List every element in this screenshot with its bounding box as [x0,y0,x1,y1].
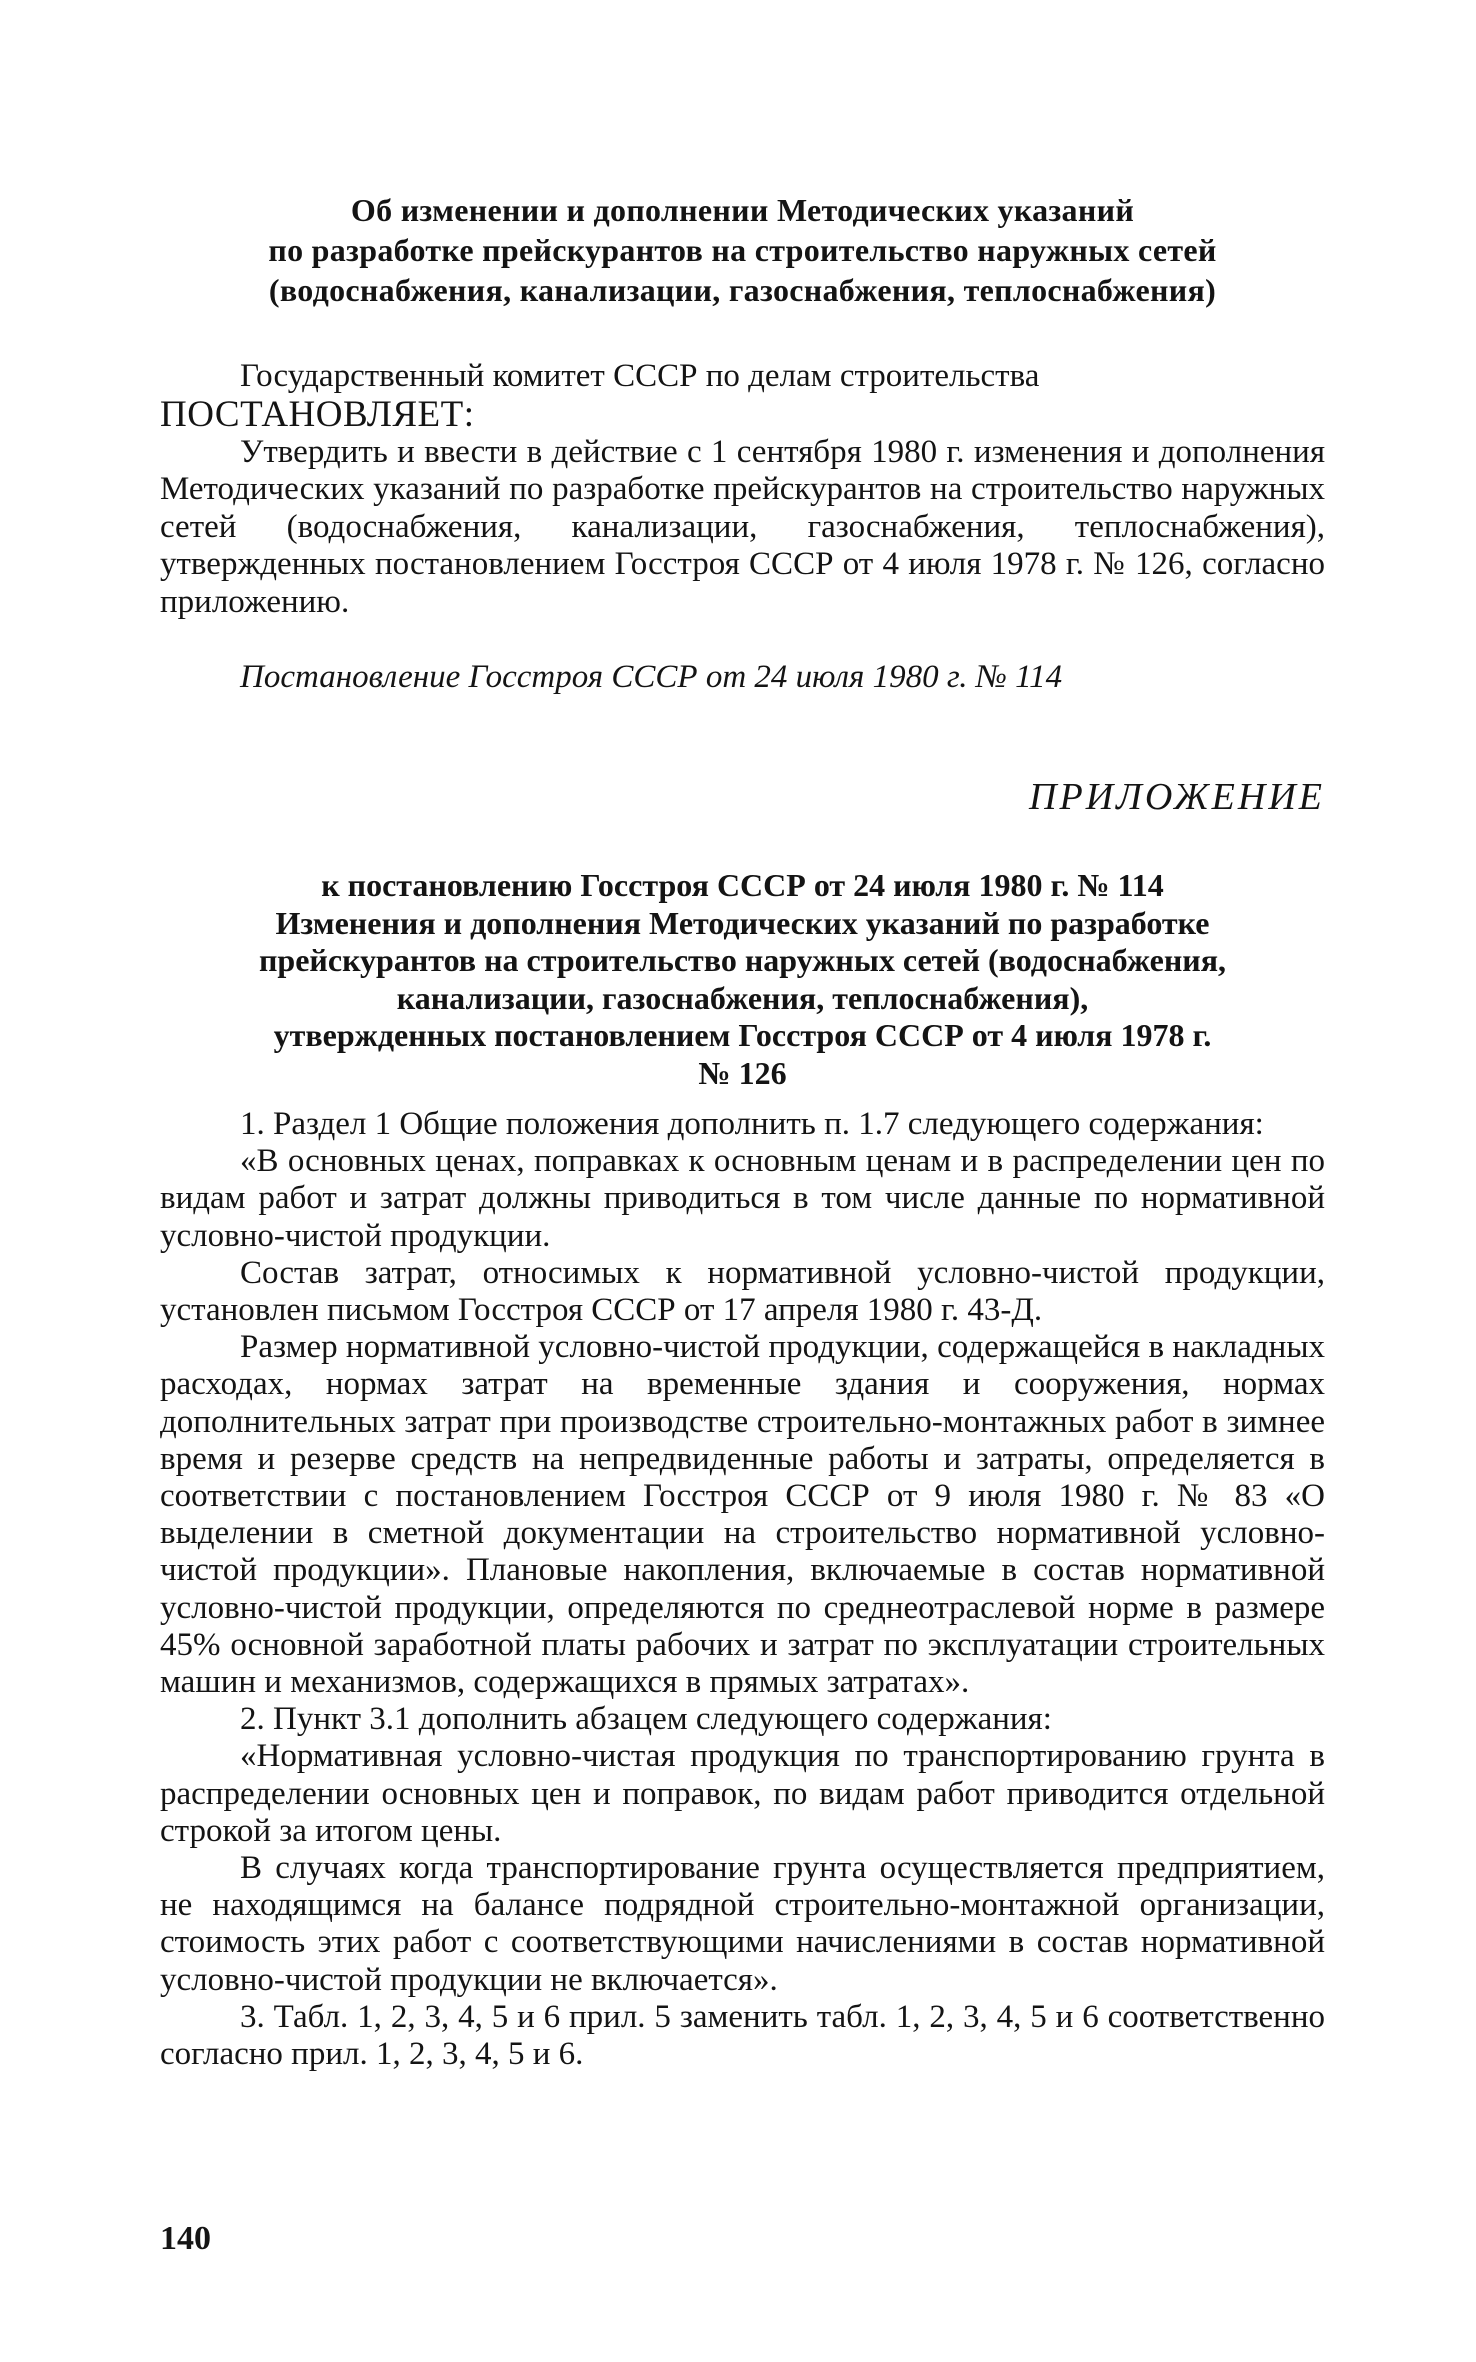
document-page [160,190,1325,2073]
paragraph: Состав затрат, относимых к нормативной условно-чистой продукции, установлен письмом Госстроя СССР от 17 апреля 1980 г. 43-Д. [160,1254,1325,1329]
title-line: Об изменении и дополнении Методических указаний [350,192,1135,228]
appendix-heading-line: Изменения и дополнения Методических указаний по разработке [275,904,1210,941]
paragraph: «Нормативная условно-чистая продукция по транспортированию грунта в распределении основных цен и поправок, по видам работ приводится отдельной строкой за итогом цены. [160,1738,1325,1849]
committee-name: Государственный комитет СССР по делам строительства [240,358,1040,394]
appendix-heading [160,867,1325,1092]
decree-word: ПОСТАНОВЛЯЕТ: [160,393,475,435]
paragraph: 2. Пункт 3.1 дополнить абзацем следующего содержания: [240,1701,1052,1738]
paragraph: 3. Табл. 1, 2, 3, 4, 5 и 6 прил. 5 заменить табл. 1, 2, 3, 4, 5 и 6 соответственно согласно прил. 1, 2, 3, 4, 5 и 6. [160,1998,1325,2073]
appendix-heading-line: № 126 [698,1054,787,1091]
decree-text: Утвердить и ввести в действие с 1 сентября 1980 г. изменения и дополнения Методических указаний по разработке прейскурантов на строительство наружных сетей (водоснабжения, канализации, газоснабжения, теплоснабжения), утвержденных постановлением Госстроя СССР от 4 июля 1978 г. № 126, согласно приложению. [160,433,1325,620]
page-number: 140 [160,2220,211,2257]
paragraph: 1. Раздел 1 Общие положения дополнить п. 1.7 следующего содержания: [240,1106,1264,1142]
paragraph: Размер нормативной условно-чистой продукции, содержащейся в накладных расходах, нормах затрат на временные здания и сооружения, нормах дополнительных затрат при производстве строительно-монтажных работ в зимнее время и резерве средств на непредвиденные работы и затраты, определяется в соответствии с постановлением Госстроя СССР от 9 июля 1980 г. № 83 «О выделении в сметной документации на строительство нормативной условно-чистой продукции». Плановые накопления, включаемые в состав нормативной условно-чистой продукции, определяются по среднеотраслевой норме в размере 45% основной заработной платы рабочих и затрат по эксплуатации строительных машин и механизмов, содержащихся в прямых затратах». [160,1329,1325,1701]
appendix-heading-line: канализации, газоснабжения, теплоснабжения), [396,979,1089,1016]
appendix-label: ПРИЛОЖЕНИЕ [1029,776,1325,818]
title-line: (водоснабжения, канализации, газоснабжения, теплоснабжения) [268,272,1217,308]
paragraph: В случаях когда транспортирование грунта осуществляется предприятием, не находящимся на балансе подрядной строительно-монтажной организации, стоимость этих работ с соответствующими начислениями в состав нормативной условно-чистой продукции не включается». [160,1850,1325,1998]
resolution-reference: Постановление Госстроя СССР от 24 июля 1980 г. № 114 [240,659,1063,695]
appendix-heading-line: к постановлению Госстроя СССР от 24 июля 1980 г. № 114 [321,867,1164,903]
appendix-heading-line: прейскурантов на строительство наружных сетей (водоснабжения, [258,942,1226,978]
paragraph: «В основных ценах, поправках к основным ценам и в распределении цен по видам работ и затрат должны приводиться в том числе данные по нормативной условно-чистой продукции. [160,1143,1325,1254]
appendix-heading-line: утвержденных постановлением Госстроя СССР от 4 июля 1978 г. [273,1017,1212,1053]
title-line: по разработке прейскурантов на строительство наружных сетей [268,232,1217,268]
document-title [160,190,1325,310]
